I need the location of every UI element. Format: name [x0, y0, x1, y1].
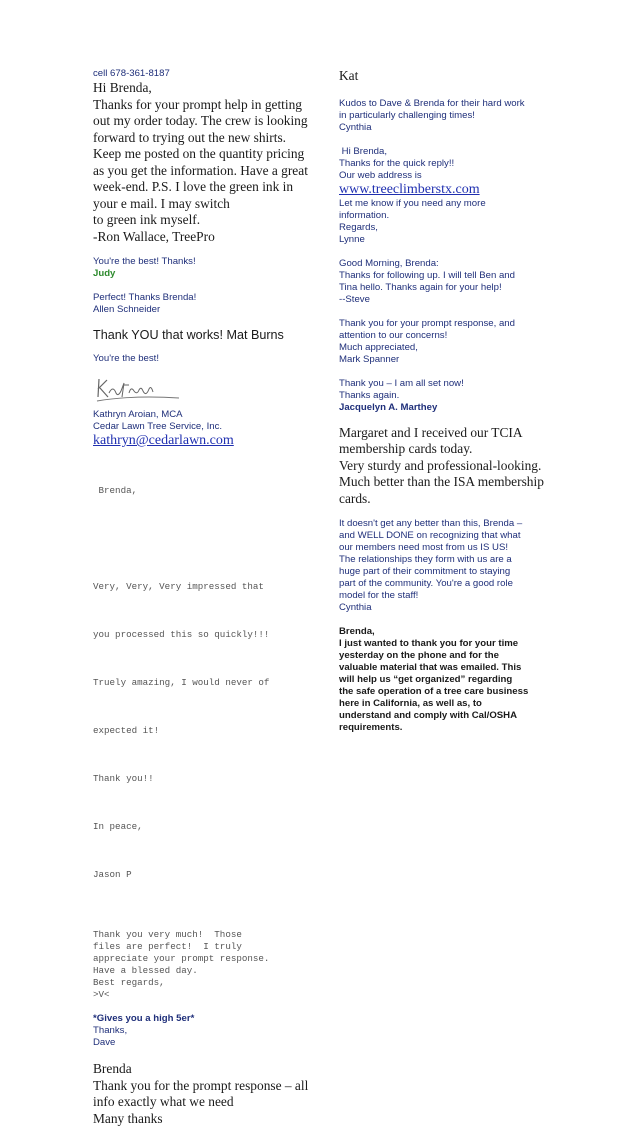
jason-line: you processed this so quickly!!! — [93, 629, 305, 641]
testimonial-jason — [93, 449, 305, 917]
lynne-line: Hi Brenda, — [339, 146, 553, 158]
v-line: appreciate your prompt response. — [93, 953, 305, 965]
cynthia-line: The relationships they form with us are a — [339, 554, 553, 566]
left-column — [93, 68, 305, 1127]
lynne-line: Let me know if you need any more — [339, 198, 553, 210]
testimonial-ron — [93, 68, 305, 245]
brenda-line: info exactly what we need — [93, 1094, 305, 1111]
kathryn-line: You're the best! — [93, 353, 305, 365]
testimonial-jacquelyn — [339, 378, 553, 414]
jacquelyn-line: Thank you – I am all set now! — [339, 378, 553, 390]
steve-line: Tina hello. Thanks again for your help! — [339, 282, 553, 294]
jason-line: Brenda, — [93, 485, 305, 497]
margaret-line: membership cards today. — [339, 441, 553, 458]
margaret-line: Much better than the ISA membership — [339, 474, 553, 491]
dave-highfive: *Gives you a high 5er* — [93, 1013, 305, 1025]
kat-title: Kat — [339, 68, 553, 85]
kat-line: in particularly challenging times! — [339, 110, 553, 122]
jason-line: Very, Very, Very impressed that — [93, 581, 305, 593]
mat-line: Thank YOU that works! Mat Burns — [93, 327, 305, 343]
margaret-line: Margaret and I received our TCIA — [339, 425, 553, 442]
jason-line: Thank you!! — [93, 773, 305, 785]
kathryn-company: Cedar Lawn Tree Service, Inc. — [93, 421, 305, 433]
final-line: here in California, as well as, to — [339, 698, 553, 710]
ron-line: Thanks for your prompt help in getting — [93, 97, 305, 114]
lynne-line: Regards, — [339, 222, 553, 234]
testimonial-cynthia — [339, 518, 553, 614]
treeclimbers-url-link[interactable]: www.treeclimberstx.com — [339, 182, 553, 198]
kathryn-name: Kathryn Aroian, MCA — [93, 409, 305, 421]
testimonial-mark — [339, 318, 553, 366]
steve-name: --Steve — [339, 294, 553, 306]
v-line: files are perfect! I truly — [93, 941, 305, 953]
ron-line: your e mail. I may switch — [93, 196, 305, 213]
steve-line: Thanks for following up. I will tell Ben and — [339, 270, 553, 282]
kat-signature: Cynthia — [339, 122, 553, 134]
mark-line: Much appreciated, — [339, 342, 553, 354]
ron-line: forward to trying out the new shirts. — [93, 130, 305, 147]
lynne-line: Our web address is — [339, 170, 553, 182]
judy-line: You're the best! Thanks! — [93, 256, 305, 268]
dave-thanks: Thanks, — [93, 1025, 305, 1037]
ron-line: out my order today. The crew is looking — [93, 113, 305, 130]
mark-line: attention to our concerns! — [339, 330, 553, 342]
allen-name: Allen Schneider — [93, 304, 305, 316]
testimonial-margaret — [339, 425, 553, 508]
final-line: will help us “get organized” regarding — [339, 674, 553, 686]
margaret-line: cards. — [339, 491, 553, 508]
testimonial-steve — [339, 258, 553, 306]
testimonial-allen — [93, 292, 305, 316]
v-line: Thank you very much! Those — [93, 929, 305, 941]
ron-line: to green ink myself. — [93, 212, 305, 229]
brenda-line: Many thanks — [93, 1111, 305, 1127]
final-line: requirements. — [339, 722, 553, 734]
margaret-line: Very sturdy and professional-looking. — [339, 458, 553, 475]
lynne-name: Lynne — [339, 234, 553, 246]
steve-line: Good Morning, Brenda: — [339, 258, 553, 270]
ron-line: Keep me posted on the quantity pricing — [93, 146, 305, 163]
ron-line: week-end. P.S. I love the green ink in — [93, 179, 305, 196]
final-line: valuable material that was emailed. This — [339, 662, 553, 674]
testimonial-kat — [339, 68, 553, 134]
kat-line: Kudos to Dave & Brenda for their hard work — [339, 98, 553, 110]
dave-name: Dave — [93, 1037, 305, 1049]
allen-line: Perfect! Thanks Brenda! — [93, 292, 305, 304]
v-line: >V< — [93, 989, 305, 1001]
testimonial-lynne — [339, 146, 553, 246]
cynthia-line: It doesn't get any better than this, Brenda – — [339, 518, 553, 530]
jason-line: expected it! — [93, 725, 305, 737]
lynne-line: information. — [339, 210, 553, 222]
final-line: understand and comply with Cal/OSHA — [339, 710, 553, 722]
testimonial-california — [339, 626, 553, 734]
testimonial-v — [93, 929, 305, 1001]
jason-line: In peace, — [93, 821, 305, 833]
final-line: yesterday on the phone and for the — [339, 650, 553, 662]
judy-name: Judy — [93, 268, 305, 280]
testimonial-mat — [93, 327, 305, 343]
final-line: the safe operation of a tree care business — [339, 686, 553, 698]
jason-line: Truely amazing, I would never of — [93, 677, 305, 689]
mark-name: Mark Spanner — [339, 354, 553, 366]
testimonial-brenda-thanks — [93, 1061, 305, 1127]
v-line: Have a blessed day. — [93, 965, 305, 977]
jason-line: Jason P — [93, 869, 305, 881]
brenda-line: Brenda — [93, 1061, 305, 1078]
ron-line: -Ron Wallace, TreePro — [93, 229, 305, 246]
cynthia-line: huge part of their commitment to staying — [339, 566, 553, 578]
cell-number: cell 678-361-8187 — [93, 68, 305, 80]
final-line: Brenda, — [339, 626, 553, 638]
jacquelyn-line: Thanks again. — [339, 390, 553, 402]
testimonial-dave — [93, 1013, 305, 1049]
ron-line: as you get the information. Have a great — [93, 163, 305, 180]
right-column — [339, 68, 553, 734]
jacquelyn-name: Jacquelyn A. Marthey — [339, 402, 553, 414]
signature-image — [93, 371, 183, 407]
cynthia-name: Cynthia — [339, 602, 553, 614]
testimonial-judy — [93, 256, 305, 280]
jason-line — [93, 533, 305, 545]
cynthia-line: and WELL DONE on recognizing that what — [339, 530, 553, 542]
kathryn-email-link[interactable]: kathryn@cedarlawn.com — [93, 433, 305, 449]
final-line: I just wanted to thank you for your time — [339, 638, 553, 650]
brenda-line: Thank you for the prompt response – all — [93, 1078, 305, 1095]
lynne-line: Thanks for the quick reply!! — [339, 158, 553, 170]
cynthia-line: part of the community. You're a good role — [339, 578, 553, 590]
v-line: Best regards, — [93, 977, 305, 989]
cynthia-line: our members need most from us IS US! — [339, 542, 553, 554]
cynthia-line: model for the staff! — [339, 590, 553, 602]
testimonial-kathryn — [93, 353, 305, 449]
ron-line: Hi Brenda, — [93, 80, 305, 97]
mark-line: Thank you for your prompt response, and — [339, 318, 553, 330]
